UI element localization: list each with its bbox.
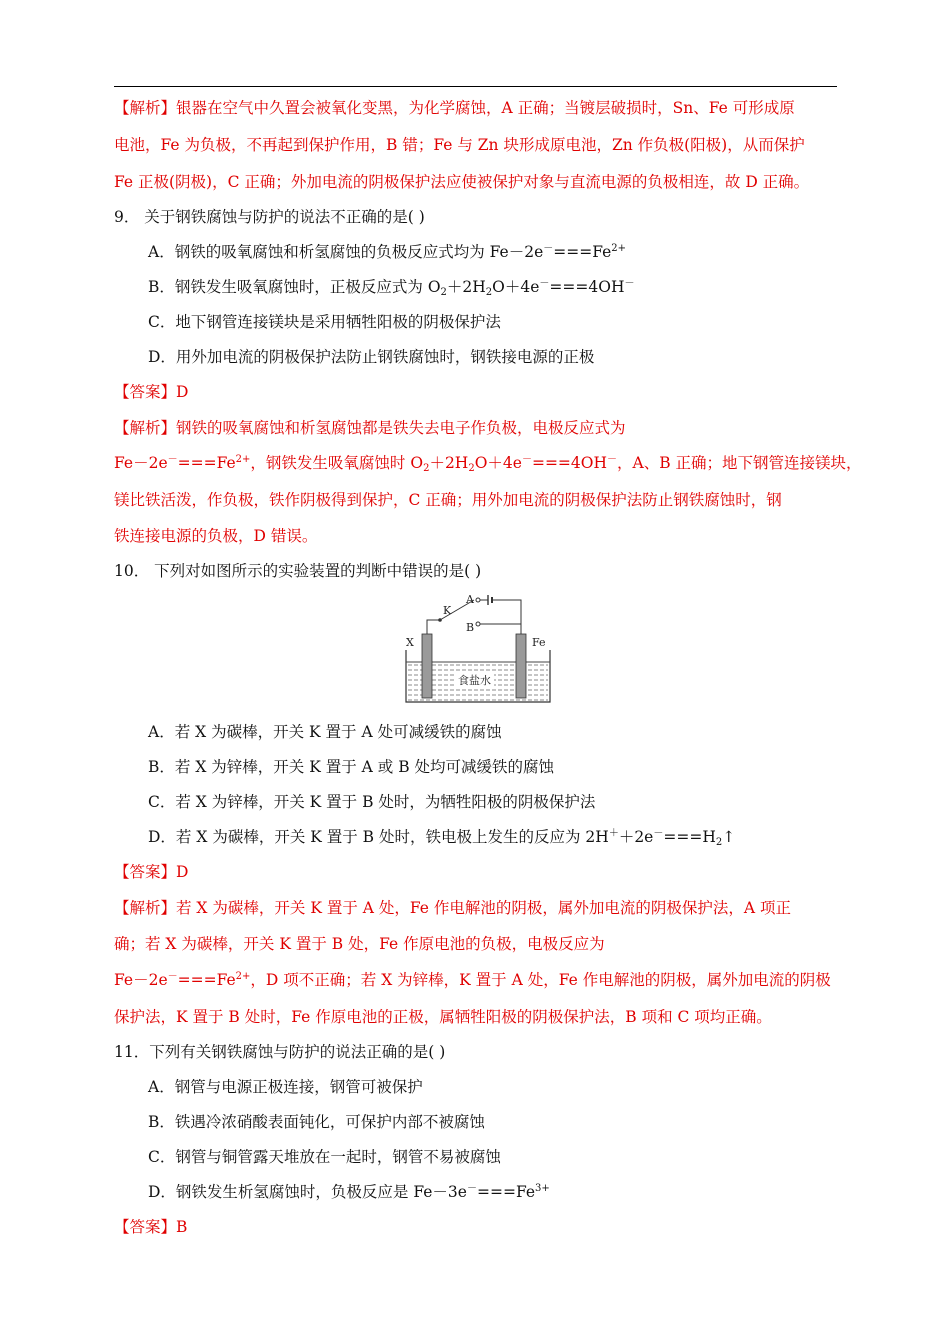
contact-a bbox=[476, 598, 480, 602]
electrode-x bbox=[422, 634, 432, 698]
wire-right-top bbox=[492, 600, 521, 634]
q10-option-d: D．若 X 为碳棒，开关 K 置于 B 处时，铁电极上发生的反应为 $2H^++2e^-===H_2↑$ bbox=[148, 828, 736, 848]
label-solution: 食盐水 bbox=[458, 674, 491, 687]
q9-analysis-line-4: 铁连接电源的负极，D 错误。 bbox=[114, 527, 318, 545]
q9-option-c: C．地下钢管连接镁块是采用牺牲阳极的阴极保护法 bbox=[148, 313, 501, 331]
q11-option-c: C．钢管与铜管露天堆放在一起时，钢管不易被腐蚀 bbox=[148, 1148, 501, 1166]
q11-option-b: B．铁遇冷浓硝酸表面钝化，可保护内部不被腐蚀 bbox=[148, 1113, 485, 1131]
q11-option-a: A．钢管与电源正极连接，钢管可被保护 bbox=[148, 1078, 423, 1096]
header-rule bbox=[114, 86, 837, 87]
q9-analysis-line-1: 【解析】钢铁的吸氧腐蚀和析氢腐蚀都是铁失去电子作负极，电极反应式为 bbox=[114, 419, 626, 437]
q10-stem: 10． 下列对如图所示的实验装置的判断中错误的是( ) bbox=[114, 562, 482, 580]
q10-option-b: B．若 X 为锌棒，开关 K 置于 A 或 B 处均可减缓铁的腐蚀 bbox=[148, 758, 555, 776]
top-analysis-line-1: 【解析】银器在空气中久置会被氧化变黑，为化学腐蚀，A 正确；当镀层破损时，Sn、Fe 可形成原 bbox=[114, 99, 795, 117]
q9-option-a: A．钢铁的吸氧腐蚀和析氢腐蚀的负极反应式均为 $Fe-2e^-===Fe^{2+}$ bbox=[148, 243, 627, 261]
q10-answer: 【答案】D bbox=[114, 863, 189, 881]
label-x: X bbox=[406, 636, 414, 649]
electrode-fe bbox=[516, 634, 526, 698]
q11-stem: 11．下列有关钢铁腐蚀与防护的说法正确的是( ) bbox=[114, 1043, 446, 1061]
q9-answer: 【答案】D bbox=[114, 383, 189, 401]
switch-pivot bbox=[438, 618, 442, 622]
q11-answer: 【答案】B bbox=[114, 1218, 188, 1236]
top-analysis-line-2: 电池，Fe 为负极，不再起到保护作用，B 错；Fe 与 Zn 块形成原电池，Zn 作负极(阳极)，从而保护 bbox=[114, 136, 805, 154]
q9-stem: 9． 关于钢铁腐蚀与防护的说法不正确的是( ) bbox=[114, 208, 425, 226]
q10-analysis-line-2: 确；若 X 为碳棒，开关 K 置于 B 处，Fe 作原电池的负极，电极反应为 bbox=[114, 935, 605, 953]
q9-analysis-line-3: 镁比铁活泼，作负极，铁作阴极得到保护，C 正确；用外加电流的阴极保护法防止钢铁腐蚀时，钢 bbox=[114, 491, 782, 509]
q9-option-d: D．用外加电流的阴极保护法防止钢铁腐蚀时，钢铁接电源的正极 bbox=[148, 348, 595, 366]
q10-option-c: C．若 X 为锌棒，开关 K 置于 B 处时，为牺牲阳极的阴极保护法 bbox=[148, 793, 596, 811]
q10-analysis-line-3: $Fe-2e^-===Fe^{2+}$，D 项不正确；若 X 为锌棒，K 置于 A 处，Fe 作电解池的阴极，属外加电流的阴极 bbox=[114, 971, 831, 989]
contact-b bbox=[476, 622, 480, 626]
label-b: B bbox=[466, 621, 475, 634]
label-k: K bbox=[443, 604, 452, 617]
label-a: A bbox=[466, 593, 474, 606]
label-fe: Fe bbox=[532, 636, 546, 649]
q9-analysis-line-2: $Fe-2e^-===Fe^{2+}$，钢铁发生吸氧腐蚀时 $O_2+2H_2O+4e^-===4OH^-$，A、B 正确；地下钢管连接镁块， bbox=[114, 454, 862, 474]
top-analysis-line-3: Fe 正极(阴极)，C 正确；外加电流的阴极保护法应使被保护对象与直流电源的负极相连，故 D 正确。 bbox=[114, 173, 810, 191]
electrolysis-apparatus-figure bbox=[400, 590, 556, 708]
q11-option-d: D．钢铁发生析氢腐蚀时，负极反应是 $Fe-3e^-===Fe^{3+}$ bbox=[148, 1183, 550, 1201]
q10-analysis-line-1: 【解析】若 X 为碳棒，开关 K 置于 A 处，Fe 作电解池的阴极，属外加电流的阴极保护法，A 项正 bbox=[114, 899, 792, 917]
q10-analysis-line-4: 保护法，K 置于 B 处时，Fe 作原电池的正极，属牺牲阳极的阴极保护法，B 项和 C 项均正确。 bbox=[114, 1008, 772, 1026]
q9-option-b: B．钢铁发生吸氧腐蚀时，正极反应式为 $O_2+2H_2O+4e^-===4OH^-$ bbox=[148, 278, 635, 298]
wire-left bbox=[427, 620, 440, 634]
q10-option-a: A．若 X 为碳棒，开关 K 置于 A 处可减缓铁的腐蚀 bbox=[148, 723, 502, 741]
apparatus-diagram bbox=[400, 590, 556, 708]
